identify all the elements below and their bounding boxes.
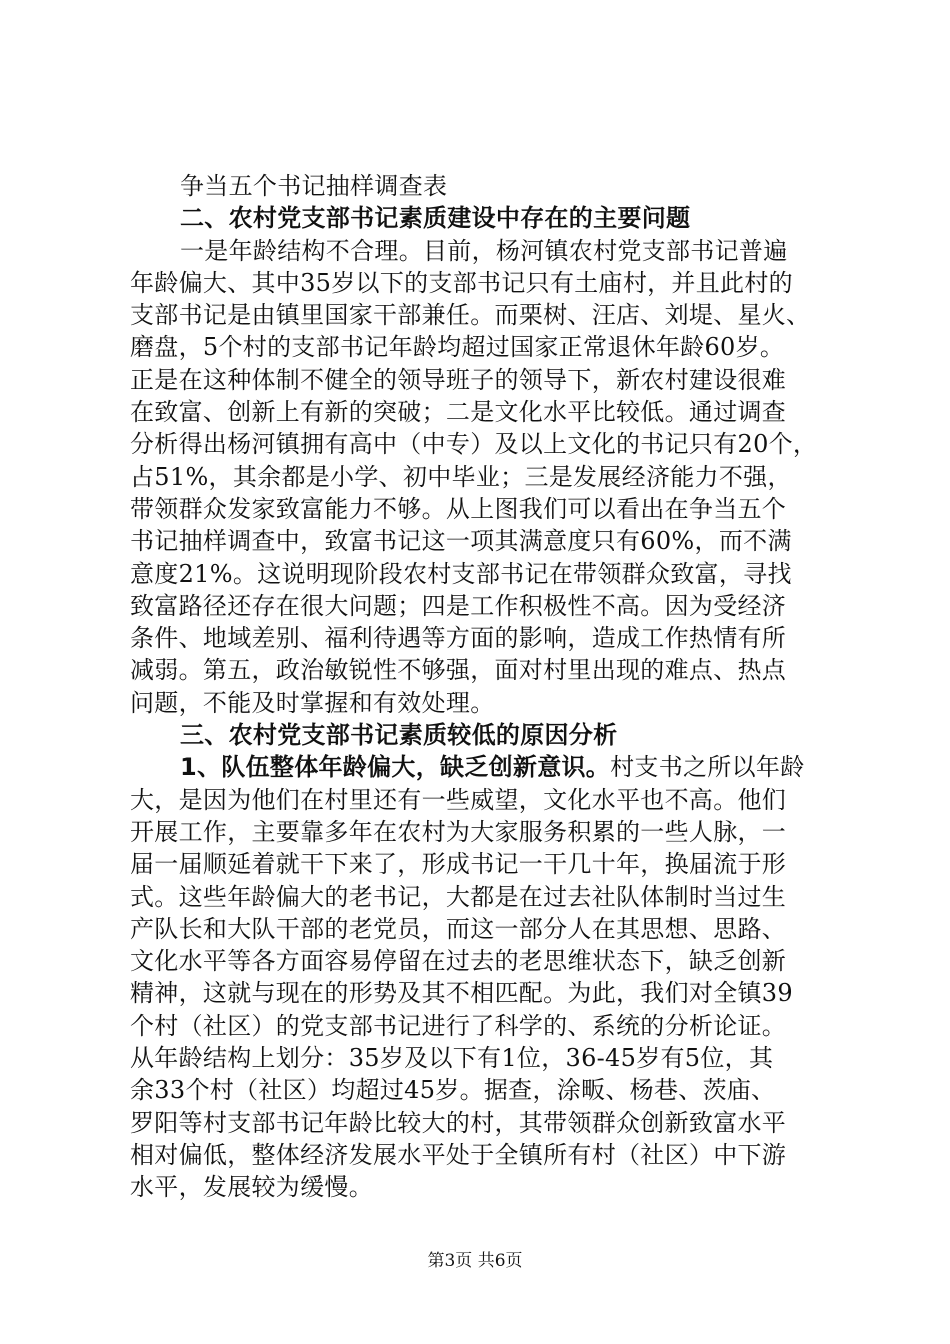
paragraph-line: 水平，发展较为缓慢。 [130, 1173, 373, 1202]
paragraph-line: 带领群众发家致富能力不够。从上图我们可以看出在争当五个 [130, 494, 787, 523]
paragraph-line: 意度21%。这说明现阶段农村支部书记在带领群众致富，寻找 [130, 559, 792, 588]
paragraph-line: 相对偏低，整体经济发展水平处于全镇所有村（社区）中下游 [130, 1140, 787, 1169]
document-body [130, 170, 830, 1204]
paragraph-line: 在致富、创新上有新的突破；二是文化水平比较低。通过调查 [130, 398, 787, 427]
paragraph-line: 书记抽样调查中，致富书记这一项其满意度只有60%，而不满 [130, 527, 792, 556]
paragraph-line: 占51%，其余都是小学、初中毕业；三是发展经济能力不强， [130, 462, 792, 491]
paragraph-line: 条件、地域差别、福利待遇等方面的影响，造成工作热情有所 [130, 624, 787, 653]
paragraph-line: 文化水平等各方面容易停留在过去的老思维状态下，缺乏创新 [130, 947, 787, 976]
paragraph-line: 精神，这就与现在的形势及其不相匹配。为此，我们对全镇39 [130, 979, 793, 1008]
paragraph-line: 年龄偏大、其中35岁以下的支部书记只有土庙村，并且此村的 [130, 268, 793, 297]
point-1-first-line [130, 751, 830, 783]
paragraph-line: 一是年龄结构不合理。目前，杨河镇农村党支部书记普遍 [180, 236, 788, 265]
paragraph-line: 分析得出杨河镇拥有高中（中专）及以上文化的书记只有20个， [130, 430, 818, 459]
point-1-text: 村支书之所以年龄 [610, 753, 805, 782]
paragraph-line: 余33个村（社区）均超过45岁。据查，涂畈、杨巷、茨庙、 [130, 1076, 776, 1105]
page-indicator: 第3页 共6页 [427, 1251, 523, 1271]
paragraph-line: 正是在这种体制不健全的领导班子的领导下，新农村建设很难 [130, 365, 787, 394]
paragraph-line: 磨盘，5个村的支部书记年龄均超过国家正常退休年龄60岁。 [130, 333, 785, 362]
paragraph-line: 致富路径还存在很大问题；四是工作积极性不高。因为受经济 [130, 591, 787, 620]
point-1-title: 1、队伍整体年龄偏大，缺乏创新意识。 [180, 753, 611, 782]
paragraph-line: 问题，不能及时掌握和有效处理。 [130, 688, 495, 717]
paragraph-line: 支部书记是由镇里国家干部兼任。而栗树、汪店、刘堤、星火、 [130, 301, 811, 330]
paragraph-line: 式。这些年龄偏大的老书记，大都是在过去社队体制时当过生 [130, 882, 787, 911]
paragraph-line: 减弱。第五，政治敏锐性不够强，面对村里出现的难点、热点 [130, 656, 787, 685]
paragraph-line: 个村（社区）的党支部书记进行了科学的、系统的分析论证。 [130, 1011, 787, 1040]
paragraph-line: 大，是因为他们在村里还有一些威望，文化水平也不高。他们 [130, 785, 787, 814]
section-2-heading: 二、农村党支部书记素质建设中存在的主要问题 [180, 204, 691, 233]
section-3-heading: 三、农村党支部书记素质较低的原因分析 [180, 721, 618, 750]
table-caption: 争当五个书记抽样调查表 [180, 172, 448, 200]
paragraph-line: 届一届顺延着就干下来了，形成书记一干几十年，换届流于形 [130, 850, 787, 879]
paragraph-line: 产队长和大队干部的老党员，而这一部分人在其思想、思路、 [130, 914, 787, 943]
paragraph-line: 从年龄结构上划分：35岁及以下有1位，36-45岁有5位，其 [130, 1044, 774, 1073]
paragraph-line: 罗阳等村支部书记年龄比较大的村，其带领群众创新致富水平 [130, 1108, 787, 1137]
paragraph-line: 开展工作，主要靠多年在农村为大家服务积累的一些人脉，一 [130, 817, 787, 846]
